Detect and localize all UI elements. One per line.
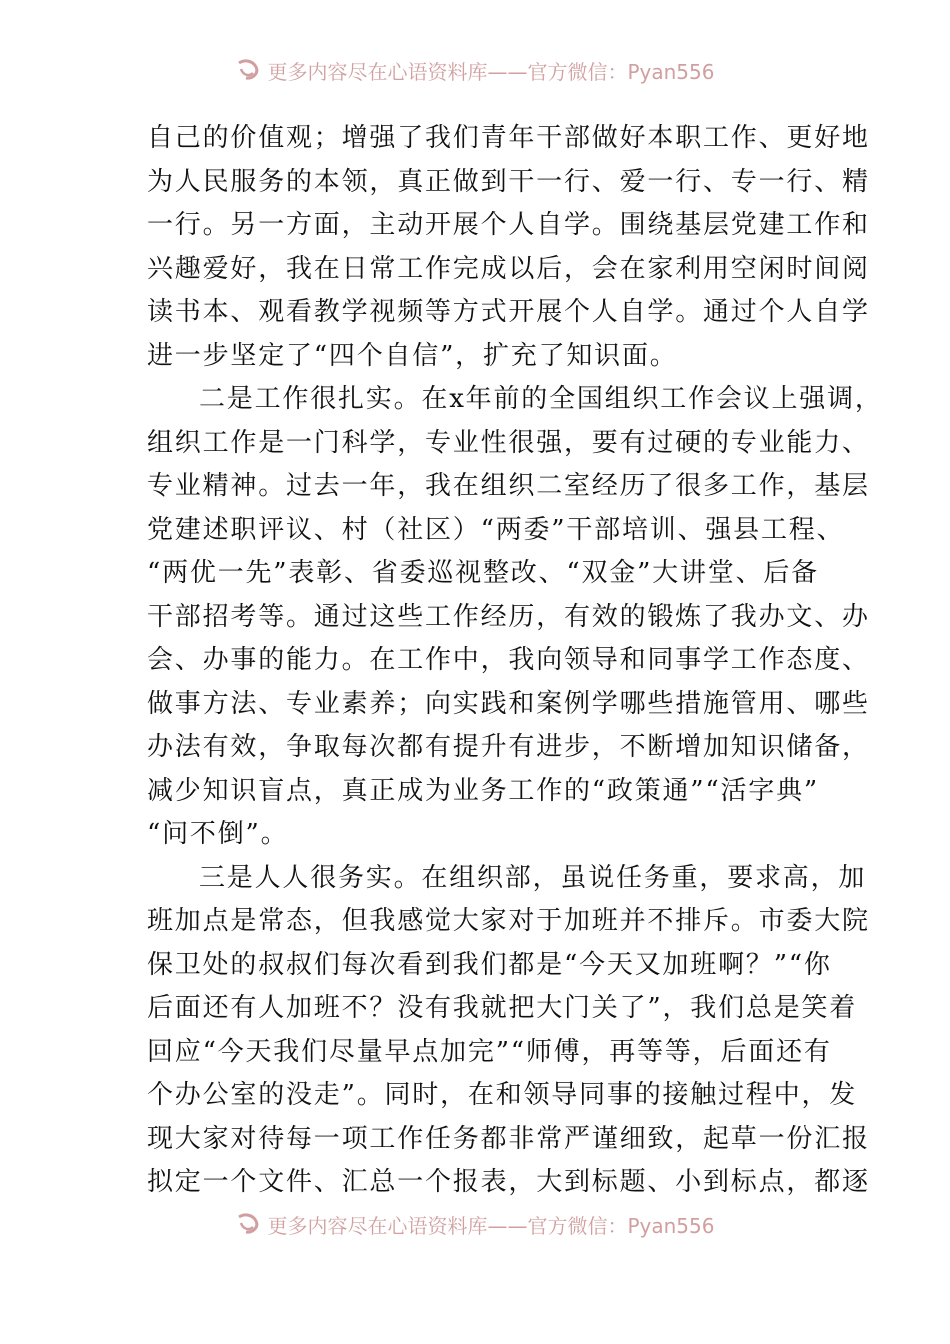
text-line: 三是人人很务实。在组织部，虽说任务重，要求高，加 <box>199 862 867 893</box>
text-line: 一行。另一方面，主动开展个人自学。围绕基层党建工作和 <box>147 210 870 240</box>
text-line: 读书本、观看教学视频等方式开展个人自学。通过个人自学 <box>147 297 870 327</box>
document-body <box>147 117 883 1205</box>
watermark-text: 更多内容尽在心语资料库——官方微信：Pyan556 <box>267 1213 715 1238</box>
text-line: “问不倒”。 <box>147 819 289 849</box>
text-line: 个办公室的没走”。同时，在和领导同事的接触过程中，发 <box>147 1080 858 1110</box>
watermark-logo-icon <box>235 1211 261 1237</box>
text-line: 保卫处的叔叔们每次看到我们都是“今天又加班啊？”“你 <box>147 949 832 980</box>
text-line: 干部招考等。通过这些工作经历，有效的锻炼了我办文、办 <box>147 601 870 632</box>
watermark-text: 更多内容尽在心语资料库——官方微信：Pyan556 <box>267 59 715 84</box>
text-line: 自己的价值观；增强了我们青年干部做好本职工作、更好地 <box>147 123 870 153</box>
text-line: 组织工作是一门科学，专业性很强，要有过硬的专业能力、 <box>147 427 870 458</box>
text-line: 进一步坚定了“四个自信”，扩充了知识面。 <box>147 340 678 371</box>
header-watermark <box>0 52 950 88</box>
text-line: 后面还有人加班不？没有我就把大门关了”，我们总是笑着 <box>147 993 858 1023</box>
text-line: 专业精神。过去一年，我在组织二室经历了很多工作，基层 <box>147 471 870 501</box>
text-line: 班加点是常态，但我感觉大家对于加班并不排斥。市委大院 <box>147 906 870 936</box>
text-line: 会、办事的能力。在工作中，我向领导和同事学工作态度、 <box>147 645 870 675</box>
footer-watermark <box>0 1206 950 1242</box>
text-line: 兴趣爱好，我在日常工作完成以后，会在家利用空闲时间阅 <box>147 253 870 284</box>
text-line: 党建述职评议、村（社区）“两委”干部培训、强县工程、 <box>147 514 845 545</box>
text-line: 为人民服务的本领，真正做到干一行、爱一行、专一行、精 <box>147 166 870 197</box>
text-line: 现大家对待每一项工作任务都非常严谨细致，起草一份汇报 <box>147 1123 870 1154</box>
text-line: 二是工作很扎实。在x年前的全国组织工作会议上强调， <box>199 384 883 414</box>
text-line: 办法有效，争取每次都有提升有进步，不断增加知识储备， <box>147 732 870 762</box>
watermark-logo-icon <box>235 57 261 83</box>
text-line: 回应“今天我们尽量早点加完”“师傅，再等等，后面还有 <box>147 1036 832 1067</box>
text-line: 拟定一个文件、汇总一个报表，大到标题、小到标点，都逐 <box>147 1167 870 1197</box>
text-line: “两优一先”表彰、省委巡视整改、“双金”大讲堂、后备 <box>147 558 819 588</box>
text-line: 做事方法、专业素养；向实践和案例学哪些措施管用、哪些 <box>147 688 870 719</box>
text-line: 减少知识盲点，真正成为业务工作的“政策通”“活字典” <box>147 775 819 806</box>
